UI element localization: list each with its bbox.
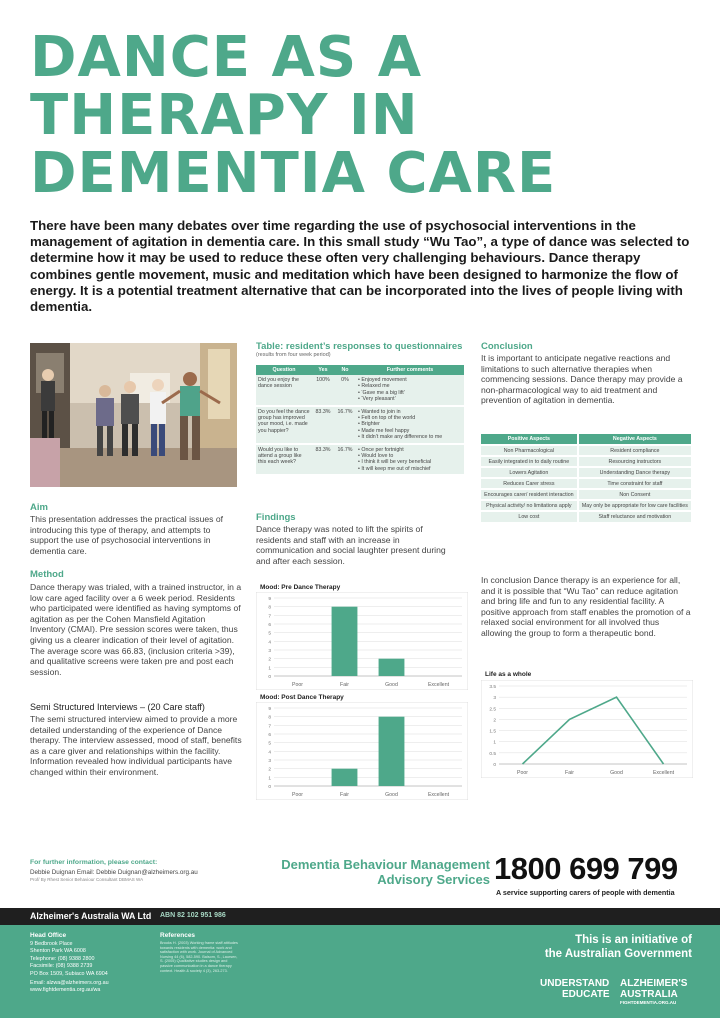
aim-text: This presentation addresses the practical issues of introducing this type of therapy, and attempts to support the use of psychosocial interventions in dementia care. bbox=[30, 514, 223, 556]
y-tick-label: 0 bbox=[268, 785, 271, 790]
negative-cell: Resident compliance bbox=[578, 445, 691, 456]
negative-cell: May only be appropriate for low care facilities bbox=[578, 500, 691, 511]
comment-item: • ‘Gave me a big lift’ bbox=[358, 390, 462, 396]
pre-dance-mood-chart bbox=[256, 592, 468, 690]
dbmas-name-line-1: Dementia Behaviour Management bbox=[281, 857, 490, 872]
negative-cell: Staff reluctance and motivation bbox=[578, 511, 691, 522]
column-header: No bbox=[334, 365, 356, 375]
comment-item: • It didn’t make any difference to me bbox=[358, 434, 462, 440]
findings-text: Dance therapy was noted to lift the spirits of residents and staff with an increase in communication and social laughter present during and after each session. bbox=[256, 524, 446, 566]
bar bbox=[332, 607, 358, 676]
yes-cell: 100% bbox=[312, 375, 334, 406]
semi-structured-text: The semi structured interview aimed to provide a more detailed understanding of the experience of Dance therapy. The interview assessed, mood of staff, benefits as a care giver and relationships within the facility. Information revealed how individual participants have changed within their environment. bbox=[30, 714, 242, 777]
yes-cell: 83.3% bbox=[312, 444, 334, 476]
comment-item: • Once per fortnight bbox=[358, 447, 462, 453]
method-text: Dance therapy was trialed, with a trained instructor, in a low care aged facility over a 6 week period. Residents who participated were identified as having symptoms of agitation as per the Cohen Mansfield Agitation Inventory (CMAI). Pre session scores were taken, thus giving us a clearer indication of their level of agitation. The average score was 66.83, (inclusion criteria >39), and qualitative screens were taken pre and post each session. bbox=[30, 582, 242, 677]
comments-cell bbox=[356, 444, 464, 476]
x-tick-label: Excellent bbox=[427, 682, 450, 688]
y-tick-label: 2 bbox=[268, 657, 271, 663]
x-tick-label: Excellent bbox=[427, 792, 450, 798]
questionnaire-subheading: (results from four week period) bbox=[256, 352, 331, 358]
x-tick-label: Good bbox=[385, 792, 398, 798]
table-row bbox=[481, 467, 691, 478]
y-tick-label: 9 bbox=[268, 597, 271, 602]
dbmas-tagline: A service supporting carers of people with dementia bbox=[496, 888, 675, 897]
question-cell: Do you feel the dance group has improved your mood, i.e. made you happier? bbox=[256, 406, 312, 444]
comment-item: • Would love to bbox=[358, 453, 462, 459]
column-header: Negative Aspects bbox=[578, 434, 691, 445]
address-line: 9 Bedbrook Place bbox=[30, 941, 73, 947]
y-tick-label: 3.5 bbox=[489, 685, 496, 690]
positive-cell: Encourages carer/ resident interaction bbox=[481, 489, 578, 500]
title-line-1: DANCE AS A bbox=[30, 25, 423, 90]
findings-heading: Findings bbox=[256, 512, 296, 523]
x-tick-label: Poor bbox=[292, 792, 303, 798]
table-row bbox=[481, 445, 691, 456]
conclusion-heading: Conclusion bbox=[481, 341, 533, 352]
y-tick-label: 1.5 bbox=[489, 729, 496, 735]
dbmas-name-line-2: Advisory Services bbox=[377, 872, 490, 887]
column-header: Yes bbox=[312, 365, 334, 375]
post-dance-mood-chart bbox=[256, 702, 468, 800]
x-tick-label: Fair bbox=[565, 770, 574, 776]
x-tick-label: Fair bbox=[340, 682, 349, 688]
y-tick-label: 5 bbox=[268, 631, 271, 637]
title-line-2: THERAPY IN bbox=[30, 83, 419, 148]
negative-cell: Non Consent bbox=[578, 489, 691, 500]
aim-heading: Aim bbox=[30, 502, 48, 513]
org-name: Alzheimer's Australia WA Ltd bbox=[30, 911, 152, 921]
chart-title-post: Mood: Post Dance Therapy bbox=[260, 694, 344, 701]
positive-cell: Low cost bbox=[481, 511, 578, 522]
positive-cell: Non Pharmacological bbox=[481, 445, 578, 456]
question-cell: Would you like to attend a group like this each week? bbox=[256, 444, 312, 476]
table-row bbox=[481, 500, 691, 511]
aspects-table bbox=[481, 434, 691, 522]
y-tick-label: 6 bbox=[268, 623, 271, 628]
address-line: PO Box 1509, Subiaco WA 6904 bbox=[30, 970, 108, 977]
y-tick-label: 4 bbox=[268, 640, 271, 646]
comment-item: • Felt on top of the world bbox=[358, 415, 462, 421]
y-tick-label: 8 bbox=[268, 605, 271, 611]
title-line-3: DEMENTIA CARE bbox=[30, 141, 557, 206]
method-heading: Method bbox=[30, 569, 64, 580]
y-tick-label: 1 bbox=[268, 666, 271, 672]
table-row bbox=[256, 375, 464, 406]
head-office-address bbox=[30, 941, 109, 995]
y-tick-label: 0.5 bbox=[489, 751, 496, 757]
y-tick-label: 4 bbox=[268, 750, 271, 756]
negative-cell: Understanding Dance therapy bbox=[578, 467, 691, 478]
dance-session-photo bbox=[30, 343, 237, 487]
y-tick-label: 0 bbox=[268, 675, 271, 680]
poster: DANCE AS A THERAPY IN DEMENTIA CARE There have been many debates over time regarding the use of psychosocial interventions in the management of agitation in dementia care. In this small study “Wu Tao”, a type of dance was selected to determine how it may be used to reduce these often very challenging behaviours. Dance therapy combines gentle movement, music and meditation which have been designed to harmonize the flow of energy. It is a potential treatment alternative that can be incorporated into the lives of people living with dementia. Aim This presentation addresses the practical issues of introducing this type of therapy, and attempts to support the use of psychosocial interventions in dementia care. Method Dance therapy was trialed, with a trained instructor, in a low care aged facility over a 6 week period. Residents who participated were identified as having symptoms of agitation as per the Cohen Mansfield Agitation Inventory (CMAI). Pre session scores were taken, thus giving us a clearer indication of their level of agitation. The average score was 66.83, (inclusion criteria >39), and qualitative screens were taken pre and post each session. Semi Structured Interviews – (20 Care staff) The semi structured interview aimed to provide a more detailed understanding of the experience of Dance therapy. The interview assessed, mood of staff, benefits as a care giver and relationships within the facility. Information revealed how individual participants have changed within their environment. Table: resident’s responses to questionnaires (results from four week period) Question Yes No Further comments Did you enjoy the dance session 100% 0% • Enjoyed movement • Relaxed me • ‘Gave me a big lift’ • ‘Very pleasant’ Do you feel the dance group has improved your mood, i.e. made you happier? 83.3% 16.7% • Wanted to join in • Felt on top of the world • Brighter • Made me feel happy • It didn’t make any difference to me Would you like to attend a group like this each week? 83.3% 16.7% • Once per fortnight • Would love to • I think it will be very beneficial • It will keep me out of mischief Findings Dance therapy was noted to lift the spirits of residents and staff with an increase in communication and social laughter present during and after each session. Mood: Pre Dance Therapy 0 1 2 3 4 5 6 7 8 9 Poor Fair Good Excellent Mood: Post Dance Therapy 0 1 2 3 4 5 6 7 8 9 Poor Fair Good Excellent Conclusion It is important to anticipate negative reactions and limitations to such alternative therapies when commencing sessions. Dance therapy may provide a non-pharmacological way to aid treatment and prevention of agitation in dementia. Positive Aspects Negative Aspects Non Pharmacological Resident compliance Easily integrated in to daily routine Resourcing instructors Lowers Agitation Understanding Dance therapy Reduces Carer stress Time constraint for staff Encourages carer/ resident interaction Non Consent Physical activity/ no limitations apply May only be appropriate for low care facilities Low cost Staff reluctance and motivation In conclusion Dance therapy is an experience for all, and it is possible that “Wu Tao” can reduce agitation and bring life and fun to any residential facility. A positive approach from staff enables the promotion of a relaxed social environment for all involved thus allowing the group to form a therapeutic bond. Life as a whole 0 0.5 1 1.5 2 2.5 3 3.5 Poor Fair Good Excellent For further information, please contact: Debbie Duignan Email: Debbie Duignan@alzheimers.org.au Prof/ By Rhest Senior Behaviour Consultant DBMAS WA Dementia Behaviour Management Advisory Services 1800 699 799 A service supporting carers of people with dementia Alzheimer's Australia WA Ltd ABN 82 102 951 986 Head Office 9 Bedbrook Place Shenton Park WA 6008 Telephone: (08) 9388 2800 Facsimile: (08) 9388 2739 PO Box 1509, Subiaco WA 6904 Email: alzwa@alzheimers.org.au www.fightdementia.org.au/wa References Brooks H. (2003) Working frame staff attitudes towards residents with dementia: work and satisfaction with work. Journal of Advanced Nursing 44 (6), 582-590. Balsom, S., Laursen, S. (2005) Qualitative studies design and passive communication in a dance therapy context. Health & society 4 (3), 263-273. This is an initiative of the Australian Government UNDERSTAND EDUCATE ALZHEIMER'S AUSTRALIA FIGHTDEMENTIA.ORG.AU bbox=[0, 0, 720, 1018]
column-header: Positive Aspects bbox=[481, 434, 578, 445]
y-tick-label: 3 bbox=[268, 649, 271, 654]
table-row bbox=[481, 478, 691, 489]
x-tick-label: Good bbox=[385, 682, 398, 688]
address-line: Facsimile: (08) 9388 2739 bbox=[30, 963, 93, 970]
comment-item: • Enjoyed movement bbox=[358, 377, 462, 383]
column-header: Further comments bbox=[356, 365, 464, 375]
no-cell: 16.7% bbox=[334, 406, 356, 444]
no-cell: 0% bbox=[334, 375, 356, 406]
life-as-a-whole-chart bbox=[481, 680, 693, 778]
chart-title-life: Life as a whole bbox=[485, 671, 532, 678]
y-tick-label: 2 bbox=[493, 718, 496, 724]
dbmas-phone[interactable]: 1800 699 799 bbox=[494, 851, 678, 886]
comment-item: • Relaxed me bbox=[358, 383, 462, 389]
comment-item: • I think it will be very beneficial bbox=[358, 459, 462, 465]
questionnaire-heading: Table: resident’s responses to questionnaires bbox=[256, 341, 463, 352]
y-tick-label: 8 bbox=[268, 715, 271, 721]
comment-item: • It will keep me out of mischief bbox=[358, 466, 462, 472]
x-tick-label: Poor bbox=[517, 770, 528, 776]
gov-initiative-line-2: the Australian Government bbox=[544, 948, 692, 960]
chart-frame bbox=[481, 680, 693, 778]
x-tick-label: Excellent bbox=[652, 770, 675, 776]
y-tick-label: 2 bbox=[268, 767, 271, 773]
comments-cell bbox=[356, 406, 464, 444]
table-row bbox=[481, 511, 691, 522]
conclusion-text-2: In conclusion Dance therapy is an experience for all, and it is possible that “Wu Tao” can reduce agitation and bring life and fun to any residential facility. A positive approach from staff enables the promotion of a relaxed social environment for all involved thus allowing the group to form a therapeutic bond. bbox=[481, 575, 691, 638]
negative-cell: Resourcing instructors bbox=[578, 456, 691, 467]
address-line: Shenton Park WA 6008 bbox=[30, 948, 86, 955]
table-row bbox=[481, 489, 691, 500]
contact-role: Prof/ By Rhest Senior Behaviour Consultant DBMAS WA bbox=[30, 877, 144, 882]
website-link[interactable]: www.fightdementia.org.au/wa bbox=[30, 987, 101, 994]
positive-cell: Lowers Agitation bbox=[481, 467, 578, 478]
y-tick-label: 2.5 bbox=[489, 707, 496, 713]
y-tick-label: 0 bbox=[493, 763, 496, 768]
org-abn: ABN 82 102 951 986 bbox=[160, 912, 226, 919]
comment-item: • Made me feel happy bbox=[358, 428, 462, 434]
comment-item: • Brighter bbox=[358, 421, 462, 427]
address-line: Telephone: (08) 9388 2800 bbox=[30, 955, 95, 962]
references-text: Brooks H. (2003) Working frame staff attitudes towards residents with dementia: work and satisfaction with work. Journal of Advanced Nursing 44 (6), 582-590. Balsom, S., Laursen, S. (2005) Qualitative studies design and passive communication in a dance therapy context. Health & society 4 (3), 263-273. bbox=[160, 941, 238, 973]
comment-item: • ‘Very pleasant’ bbox=[358, 396, 462, 402]
x-tick-label: Good bbox=[610, 770, 623, 776]
positive-cell: Reduces Carer stress bbox=[481, 478, 578, 489]
y-tick-label: 1 bbox=[493, 740, 496, 746]
no-cell: 16.7% bbox=[334, 444, 356, 476]
bar bbox=[379, 717, 405, 786]
gov-initiative-line-1: This is an initiative of bbox=[575, 934, 692, 946]
contact-heading: For further information, please contact: bbox=[30, 859, 158, 866]
negative-cell: Time constraint for staff bbox=[578, 478, 691, 489]
semi-structured-heading: Semi Structured Interviews – (20 Care staff) bbox=[30, 702, 205, 712]
intro-paragraph: There have been many debates over time regarding the use of psychosocial interventions in the management of agitation in dementia care. In this small study “Wu Tao”, a type of dance was selected to determine how it may be used to reduce these often very challenging behaviours. Dance therapy combines gentle movement, music and meditation which have been designed to harmonize the flow of energy. It is a potential treatment alternative that can be incorporated into the lives of people living with dementia. bbox=[30, 218, 690, 315]
y-tick-label: 7 bbox=[268, 614, 271, 620]
column-header: Question bbox=[256, 365, 312, 375]
y-tick-label: 1 bbox=[268, 776, 271, 782]
x-tick-label: Fair bbox=[340, 792, 349, 798]
email-link[interactable]: Email: alzwa@alzheimers.org.au bbox=[30, 980, 109, 987]
y-tick-label: 7 bbox=[268, 724, 271, 730]
comment-item: • Wanted to join in bbox=[358, 409, 462, 415]
y-tick-label: 3 bbox=[493, 696, 496, 702]
table-row bbox=[256, 406, 464, 444]
table-row bbox=[256, 444, 464, 476]
y-tick-label: 3 bbox=[268, 759, 271, 764]
references-heading: References bbox=[160, 932, 196, 939]
questionnaire-table bbox=[256, 365, 464, 476]
y-tick-label: 9 bbox=[268, 707, 271, 712]
chart-title-pre: Mood: Pre Dance Therapy bbox=[260, 584, 341, 591]
table-row bbox=[481, 456, 691, 467]
head-office-heading: Head Office bbox=[30, 932, 67, 939]
x-tick-label: Poor bbox=[292, 682, 303, 688]
bar bbox=[379, 659, 405, 676]
comments-cell bbox=[356, 375, 464, 406]
conclusion-text: It is important to anticipate negative reactions and limitations to such alternative therapies when commencing sessions. Dance therapy may provide a non-pharmacological way to aid treatment and prevention of agitation in dementia. bbox=[481, 353, 683, 406]
positive-cell: Easily integrated in to daily routine bbox=[481, 456, 578, 467]
contact-details: Debbie Duignan Email: Debbie Duignan@alzheimers.org.au bbox=[30, 869, 198, 876]
question-cell: Did you enjoy the dance session bbox=[256, 375, 312, 406]
positive-cell: Physical activity/ no limitations apply bbox=[481, 500, 578, 511]
yes-cell: 83.3% bbox=[312, 406, 334, 444]
y-tick-label: 6 bbox=[268, 733, 271, 738]
y-tick-label: 5 bbox=[268, 741, 271, 747]
bar bbox=[332, 769, 358, 786]
